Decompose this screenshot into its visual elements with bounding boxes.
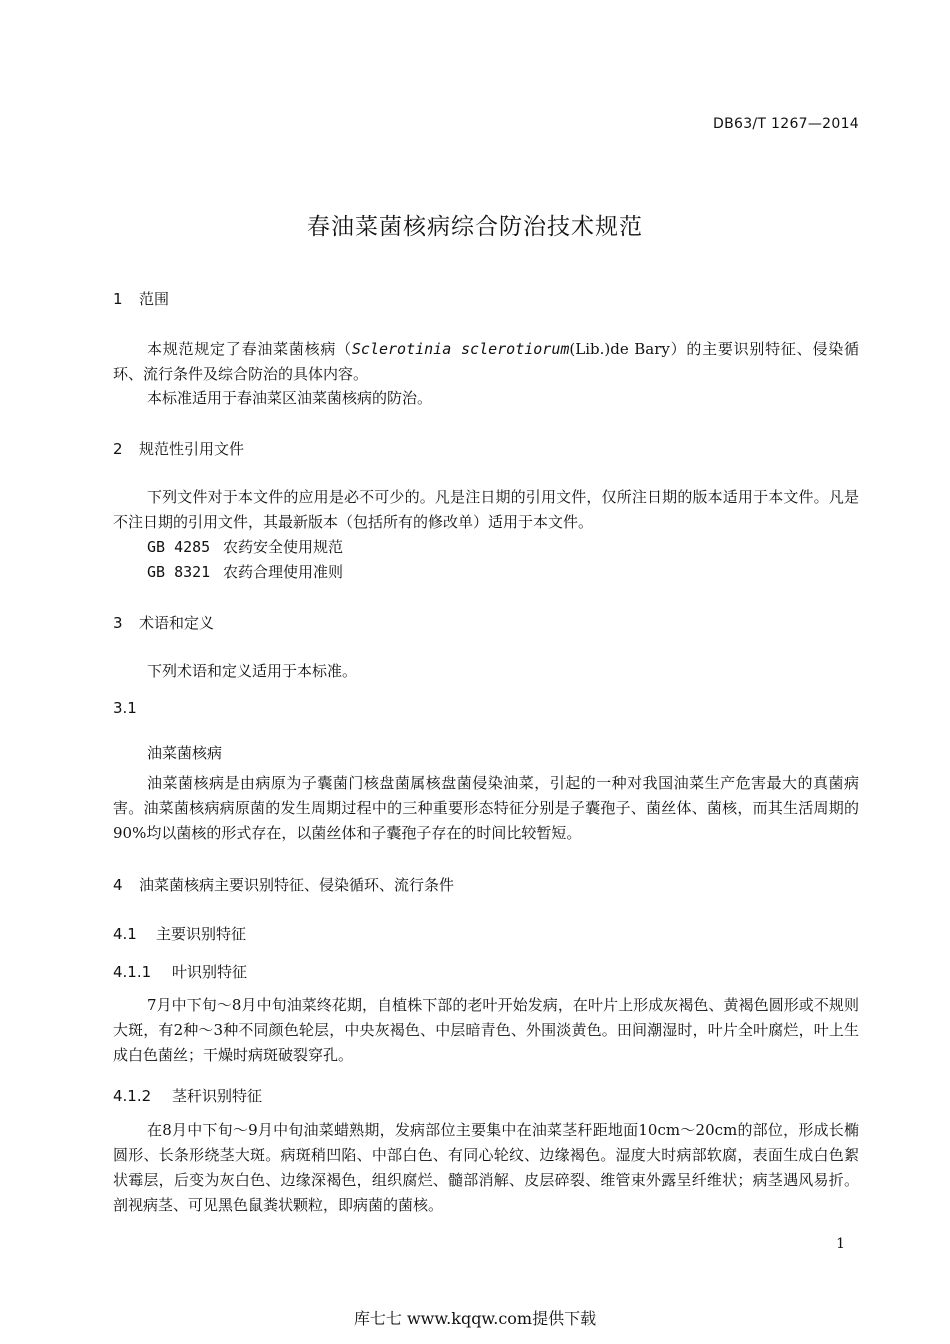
section-title: 主要识别特征 xyxy=(156,925,247,943)
subsection-4-1-2-heading xyxy=(113,1085,262,1106)
section-3-paragraph: 下列术语和定义适用于本标准。 xyxy=(147,662,358,680)
text-post: (Lib.)de Bary）的主要识别特征、侵染循环、流行条件及综合防治的具体内容。 xyxy=(113,340,859,383)
section-2-paragraph: 下列文件对于本文件的应用是必不可少的。凡是注日期的引用文件，仅所注日期的版本适用于本文件。凡是不注日期的引用文件，其最新版本（包括所有的修改单）适用于本文件。 xyxy=(113,488,859,531)
section-1-paragraph-2: 本标准适用于春油菜区油菜菌核病的防治。 xyxy=(147,389,433,407)
section-number: 1 xyxy=(113,290,123,308)
section-number: 2 xyxy=(113,440,123,458)
reference-code: GB 4285 xyxy=(147,538,211,556)
reference-code: GB 8321 xyxy=(147,563,211,581)
section-number: 4 xyxy=(113,876,123,894)
subsection-4-1-heading xyxy=(113,923,246,944)
section-1-heading xyxy=(113,288,169,309)
section-number: 3 xyxy=(113,614,123,632)
leaf-features-paragraph: 7月中下旬～8月中旬油菜终花期，自植株下部的老叶开始发病，在叶片上形成灰褐色、黄褐色圆形或不规则大斑，有2种～3种不同颜色轮层，中央灰褐色、中层暗青色、外围淡黄色。田间潮湿时，叶片全叶腐烂，叶上生成白色菌丝；干燥时病斑破裂穿孔。 xyxy=(113,996,859,1064)
section-title: 油菜菌核病主要识别特征、侵染循环、流行条件 xyxy=(139,876,455,894)
section-number: 4.1 xyxy=(113,925,137,943)
section-1-paragraph-1 xyxy=(113,337,859,387)
section-3-heading xyxy=(113,612,214,633)
term-title: 油菜菌核病 xyxy=(147,744,223,762)
section-title: 叶识别特征 xyxy=(172,963,248,981)
section-title: 术语和定义 xyxy=(139,614,215,632)
section-2-heading xyxy=(113,438,244,459)
section-4-heading xyxy=(113,874,454,895)
section-number: 4.1.1 xyxy=(113,963,152,981)
text-pre: 本规范规定了春油菜菌核病（ xyxy=(147,340,352,358)
section-title: 茎秆识别特征 xyxy=(172,1087,263,1105)
page-number: 1 xyxy=(836,1236,845,1252)
section-title: 范围 xyxy=(139,290,170,308)
reference-name: 农药安全使用规范 xyxy=(223,538,344,556)
subsection-3-1-number: 3.1 xyxy=(113,699,137,717)
document-title: 春油菜菌核病综合防治技术规范 xyxy=(307,214,643,240)
reference-item xyxy=(147,560,859,585)
reference-item xyxy=(147,535,859,560)
section-title: 规范性引用文件 xyxy=(139,440,245,458)
term-definition: 油菜菌核病是由病原为子囊菌门核盘菌属核盘菌侵染油菜，引起的一种对我国油菜生产危害最大的真菌病害。油菜菌核病病原菌的发生周期过程中的三种重要形态特征分别是子囊孢子、菌丝体、菌核，而其生活周期的90%均以菌核的形式存在，以菌丝体和子囊孢子存在的时间比较暂短。 xyxy=(113,774,859,842)
section-number: 4.1.2 xyxy=(113,1087,152,1105)
subsection-4-1-1-heading xyxy=(113,961,247,982)
standard-code: DB63/T 1267—2014 xyxy=(713,116,859,132)
reference-name: 农药合理使用准则 xyxy=(223,563,344,581)
stem-features-paragraph: 在8月中下旬～9月中旬油菜蜡熟期，发病部位主要集中在油菜茎秆距地面10cm～20cm的部位，形成长椭圆形、长条形绕茎大斑。病斑稍凹陷、中部白色、有同心轮纹、边缘褐色。湿度大时病部软腐，表面生成白色絮状霉层，后变为灰白色、边缘深褐色，组织腐烂、髓部消解、皮层碎裂、维管束外露呈纤维状；病茎遇风易折。剖视病茎、可见黑色鼠粪状颗粒，即病菌的菌核。 xyxy=(113,1121,859,1214)
latin-name: Sclerotinia sclerotiorum xyxy=(351,340,570,358)
footer-watermark: 库七七 www.kqqw.com提供下载 xyxy=(353,1309,597,1328)
